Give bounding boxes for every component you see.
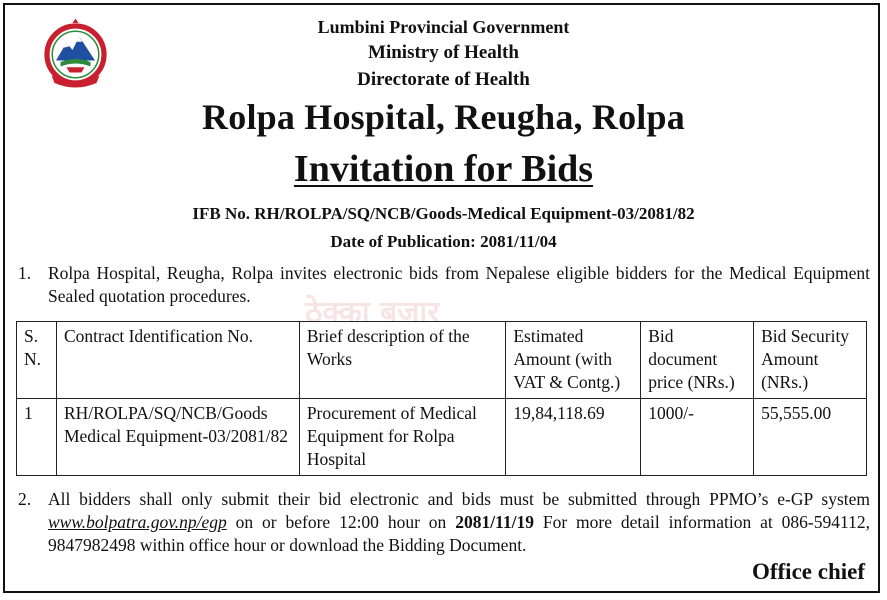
header-bid-security: Bid Security Amount (NRs.) xyxy=(754,322,867,399)
deadline-date: 2081/11/19 xyxy=(455,512,534,532)
cell-sn: 1 xyxy=(17,399,57,476)
notice-title: Invitation for Bids xyxy=(293,148,594,190)
table-header-row xyxy=(17,322,867,399)
ministry-heading: Ministry of Health xyxy=(368,42,519,63)
paragraph-2 xyxy=(18,488,870,557)
signature: Office chief xyxy=(751,559,865,584)
cell-estimated-amount: 19,84,118.69 xyxy=(506,399,641,476)
header-description: Brief description of the Works xyxy=(299,322,506,399)
bid-table xyxy=(16,321,867,476)
paragraph-2-part3: For more detail information at 086-594112, 9847982498 within office hour or download the Bidding Document. xyxy=(48,512,870,555)
paragraph-2-text xyxy=(48,488,870,557)
paragraph-2-number: 2. xyxy=(18,489,32,509)
header-estimated-amount: Estimated Amount (with VAT & Contg.) xyxy=(506,322,641,399)
paragraph-1-number: 1. xyxy=(18,263,32,283)
hospital-name: Rolpa Hospital, Reugha, Rolpa xyxy=(202,97,685,137)
bolpatra-link[interactable]: www.bolpatra.gov.np/egp xyxy=(48,512,227,532)
paragraph-1 xyxy=(18,262,870,308)
table-row xyxy=(17,399,867,476)
directorate-heading: Directorate of Health xyxy=(357,69,530,90)
paragraph-1-text: Rolpa Hospital, Reugha, Rolpa invites electronic bids from Nepalese eligible bidders for the Medical Equipment Sealed quotation procedures. xyxy=(48,263,870,306)
paragraph-2-part2: on or before 12:00 hour on xyxy=(226,512,456,532)
cell-description: Procurement of Medical Equipment for Rolpa Hospital xyxy=(299,399,506,476)
watermark: ठेक्का बजार xyxy=(305,295,440,330)
paragraph-2-part1: All bidders shall only submit their bid electronic and bids must be submitted through PPMO’s e-GP system xyxy=(48,489,870,509)
publication-date: Date of Publication: 2081/11/04 xyxy=(330,232,557,251)
header-contract-id: Contract Identification No. xyxy=(56,322,299,399)
header-sn: S. N. xyxy=(17,322,57,399)
cell-bid-security: 55,555.00 xyxy=(754,399,867,476)
province-heading: Lumbini Provincial Government xyxy=(317,17,570,37)
cell-bid-doc-price: 1000/- xyxy=(641,399,754,476)
ifb-number: IFB No. RH/ROLPA/SQ/NCB/Goods-Medical Equipment-03/2081/82 xyxy=(192,204,695,223)
cell-contract-id: RH/ROLPA/SQ/NCB/Goods Medical Equipment-03/2081/82 xyxy=(56,399,299,476)
header-bid-doc-price: Bid document price (NRs.) xyxy=(641,322,754,399)
